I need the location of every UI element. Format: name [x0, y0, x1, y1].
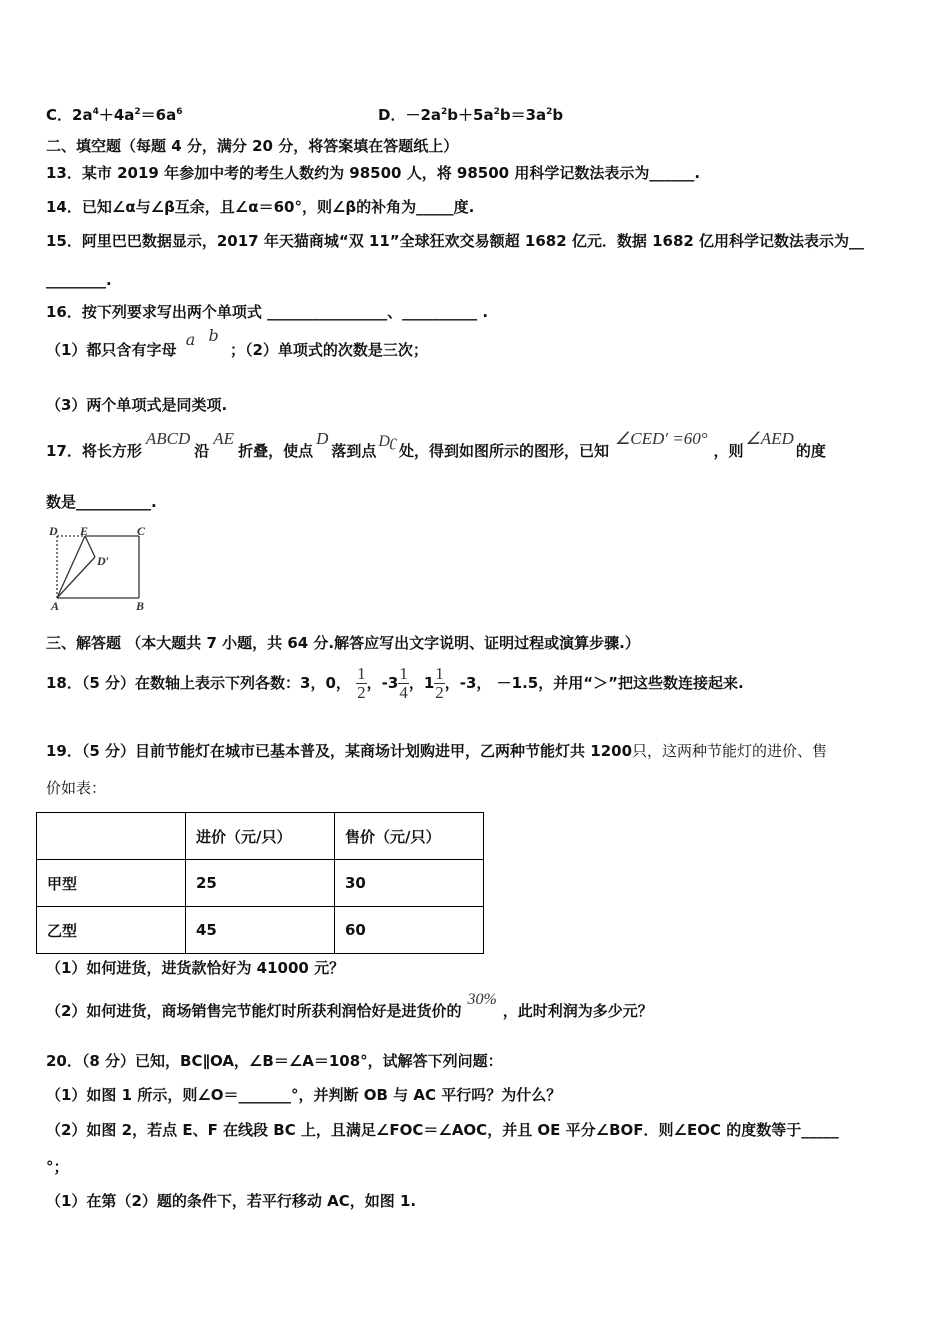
question-19-sub-1: （1）如何进货，进货款恰好为 41000 元？: [46, 959, 345, 977]
label-b: B: [136, 599, 145, 613]
label-d-prime: D′: [97, 554, 110, 568]
question-20-sub-2-line-1: （2）如图 2，若点 E、F 在线段 BC 上，且满足∠FOC＝∠AOC，并且 OE 平分∠BOF．则∠EOC 的度数等于_____: [46, 1121, 839, 1139]
question-13: 13．某市 2019 年参加中考的考生人数约为 98500 人，将 98500 用科学记数法表示为______.: [46, 164, 701, 182]
fraction-quarter: $\frac{1}{4}$: [399, 664, 408, 702]
edge-ed-prime: [85, 536, 95, 557]
question-20-sub-3: （1）在第（2）题的条件下，若平行移动 AC，如图 1.: [46, 1192, 417, 1210]
section-3-title: 三、解答题 （本大题共 7 小题，共 64 分.解答应写出文字说明、证明过程或演算步骤.）: [46, 634, 640, 652]
section-2-title: 二、填空题（每题 4 分，满分 20 分，将答案填在答题纸上）: [46, 137, 459, 155]
table-header-cell: 售价（元/只）: [335, 813, 484, 860]
label-a: A: [51, 599, 60, 613]
fraction-half-2: $\frac{1}{2}$: [435, 664, 444, 702]
question-16-condition-1: （1）都只含有字母 a b ；（2）单项式的次数是三次；: [46, 326, 428, 359]
question-19-line-1: 19．（5 分）目前节能灯在城市已基本普及，某商场计划购进甲，乙两种节能灯共 1200只，这两种节能灯的进价、售: [46, 742, 828, 760]
question-20-sub-1: （1）如图 1 所示，则∠O＝_______°，并判断 OB 与 AC 平行吗？为什么？: [46, 1086, 562, 1104]
question-15-line-1: 15．阿里巴巴数据显示，2017 年天猫商城“双 11”全球狂欢交易额超 1682 亿元．数据 1682 亿用科学记数法表示为__: [46, 232, 865, 250]
table-cell: 45: [186, 907, 335, 954]
table-cell: 25: [186, 860, 335, 907]
table-cell: 30: [335, 860, 484, 907]
question-14: 14．已知∠α与∠β互余，且∠α＝60°，则∠β的补角为_____度.: [46, 198, 475, 216]
label-c: C: [137, 524, 146, 538]
label-e: E: [80, 524, 89, 538]
table-cell: 60: [335, 907, 484, 954]
table-header-row: [37, 813, 484, 860]
question-19-line-2: 价如表：: [46, 779, 107, 797]
table-cell: 甲型: [37, 860, 186, 907]
edge-ad-prime: [57, 557, 95, 598]
table-row: [37, 907, 484, 954]
fold-line-ae: [57, 536, 85, 598]
table-header-cell: 进价（元/只）: [186, 813, 335, 860]
question-16: 16．按下列要求写出两个单项式 ________________、__________ .: [46, 303, 489, 321]
question-18: 18．（5 分）在数轴上表示下列各数：3，0， $\frac{1}{2}$ ，-3 $\frac{1}{4}$ ，1 $\frac{1}{2}$ ，-3， －1.5，并用“＞”把这些数连接起来.: [46, 664, 744, 702]
folded-rectangle-figure: [46, 524, 158, 614]
table-cell: 乙型: [37, 907, 186, 954]
table-row: [37, 860, 484, 907]
price-table: [36, 812, 484, 954]
question-16-condition-3: （3）两个单项式是同类项.: [46, 396, 228, 414]
fraction-half: $\frac{1}{2}$: [357, 664, 366, 702]
question-17-line-2: 数是__________.: [46, 493, 157, 511]
question-20-sub-2-line-2: °；: [46, 1158, 69, 1176]
label-d: D: [49, 524, 58, 538]
question-20: 20．（8 分）已知，BC∥OA，∠B＝∠A＝108°，试解答下列问题：: [46, 1052, 503, 1070]
question-17: 17．将长方形ABCD沿AE折叠，使点D落到点Dʗ处，得到如图所示的图形，已知∠CED′ =60°，则∠AED的度: [46, 429, 826, 460]
question-15-line-2: ________.: [46, 271, 112, 289]
table-header-cell: [37, 813, 186, 860]
option-d: D．$-2a^2b+5a^2b=3a^2b$: [378, 106, 564, 124]
question-19-sub-2: （2）如何进货，商场销售完节能灯时所获利润恰好是进货价的30%，此时利润为多少元？: [46, 991, 653, 1020]
option-c: C．$2a^4+4a^2=6a^6$: [46, 106, 183, 124]
